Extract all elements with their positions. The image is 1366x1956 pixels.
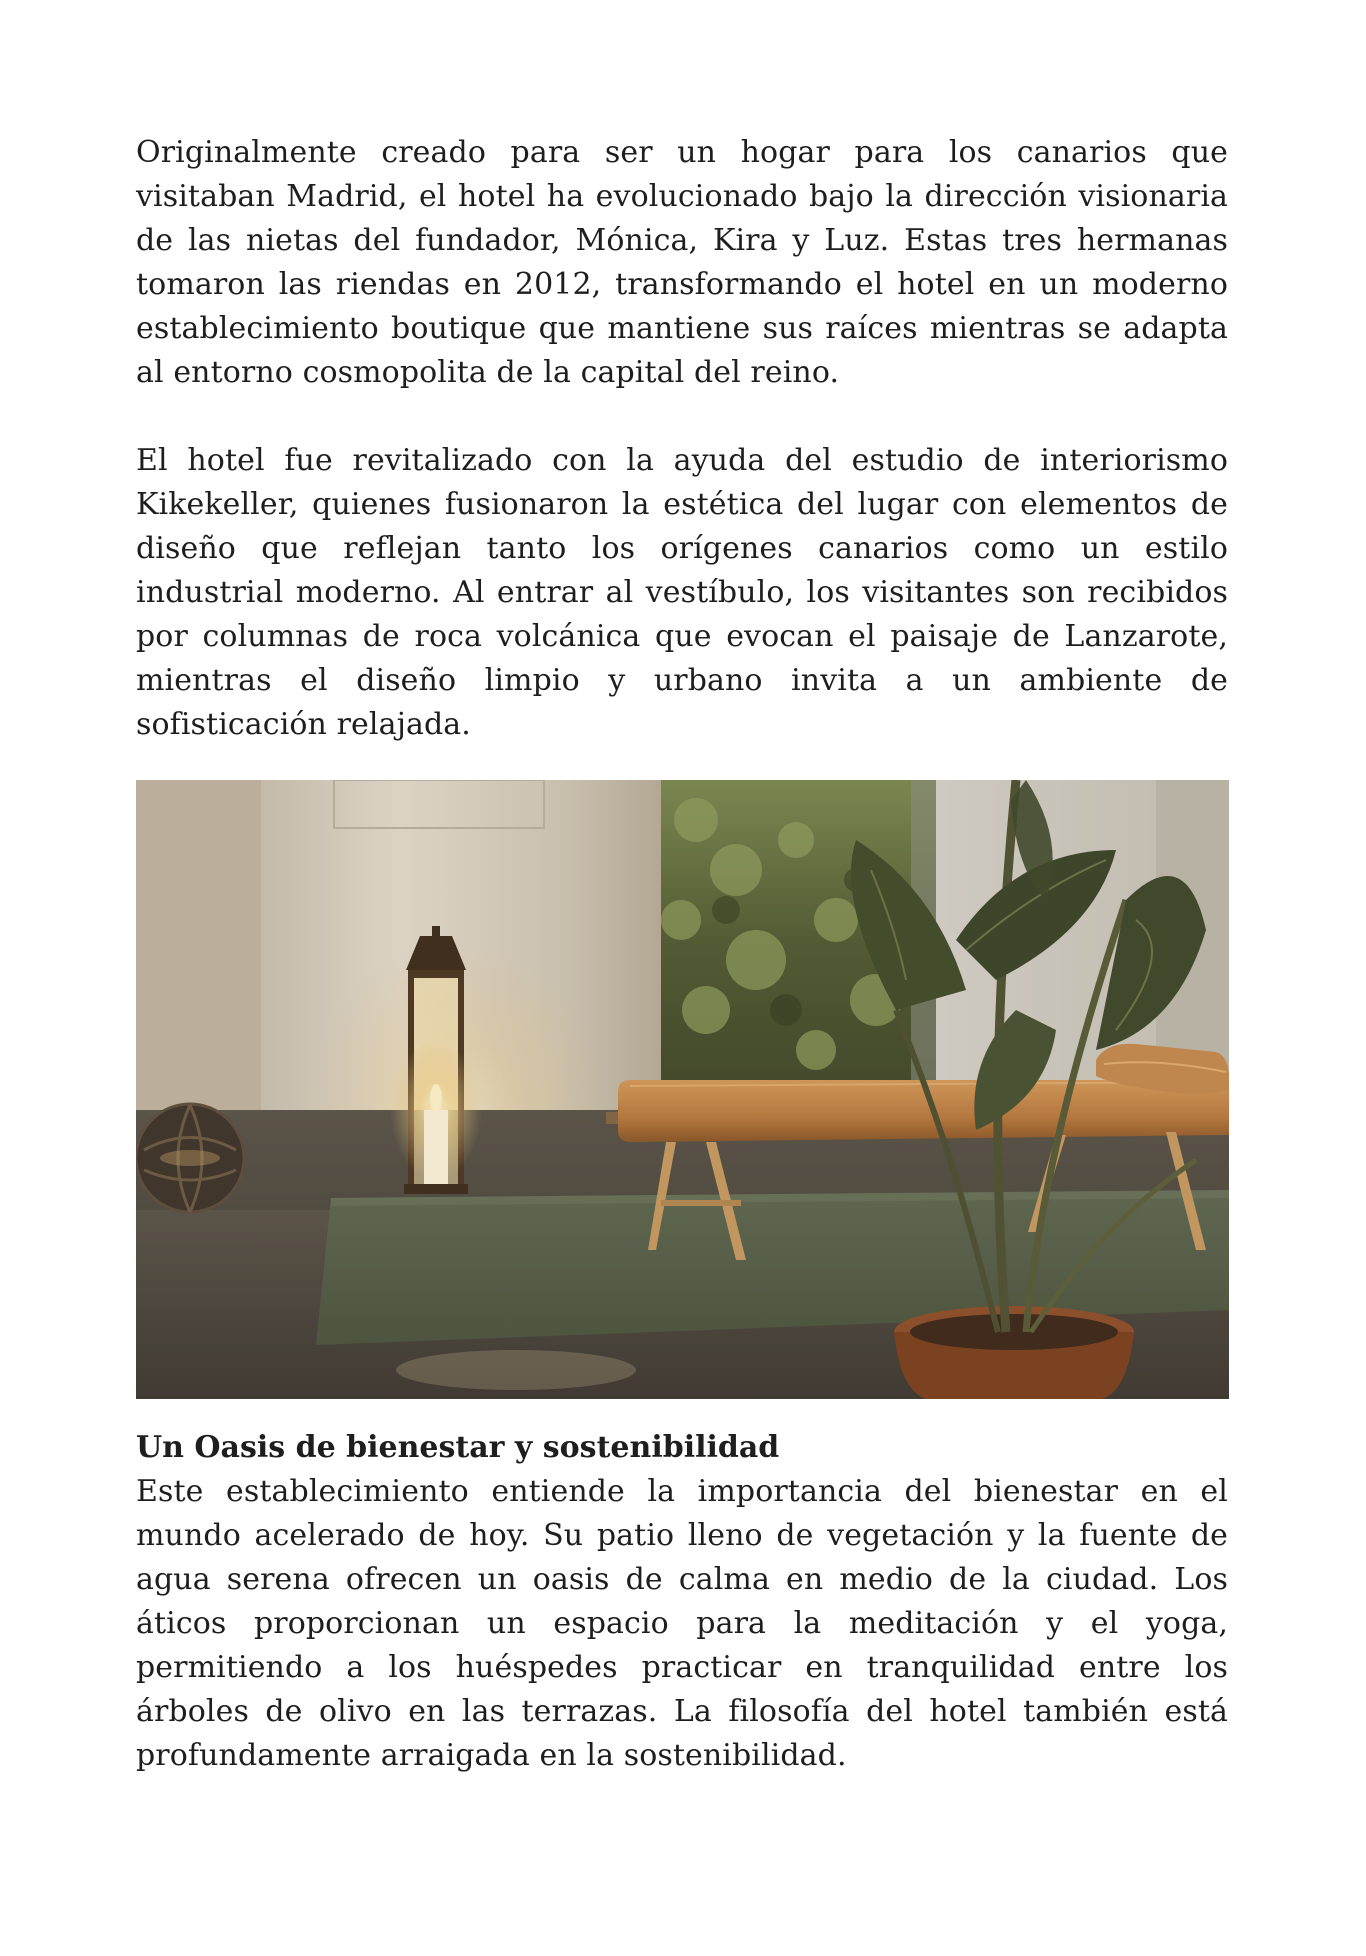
hotel-lobby-photo xyxy=(136,780,1229,1399)
section-heading: Un Oasis de bienestar y sostenibilidad xyxy=(136,1430,780,1465)
paragraph-origins: Originalmente creado para ser un hogar para los canarios que visitaban Madrid, el hotel ha evolucionado bajo la dirección visionaria de las nietas del fundador, Mónica, Kira y Luz. Estas tres hermanas tomaron las riendas en 2012, transformando el hotel en un moderno establecimiento boutique que mantiene sus raíces mientras se adapta al entorno cosmopolita de la capital del reino. xyxy=(136,135,1228,390)
paragraph-wellness: Este establecimiento entiende la importancia del bienestar en el mundo acelerado de hoy. Su patio lleno de vegetación y la fuente de agua serena ofrecen un oasis de calma en medio de la ciudad. Los áticos proporcionan un espacio para la meditación y el yoga, permitiendo a los huéspedes practicar en tranquilidad entre los árboles de olivo en las terrazas. La filosofía del hotel también está profundamente arraigada en la sostenibilidad. xyxy=(136,1474,1228,1773)
paragraph-interior-design: El hotel fue revitalizado con la ayuda del estudio de interiorismo Kikekeller, quienes fusionaron la estética del lugar con elementos de diseño que reflejan tanto los orígenes canarios como un estilo industrial moderno. Al entrar al vestíbulo, los visitantes son recibidos por columnas de roca volcánica que evocan el paisaje de Lanzarote, mientras el diseño limpio y urbano invita a un ambiente de sofisticación relajada. xyxy=(136,443,1228,742)
lobby-illustration xyxy=(136,780,1229,1399)
